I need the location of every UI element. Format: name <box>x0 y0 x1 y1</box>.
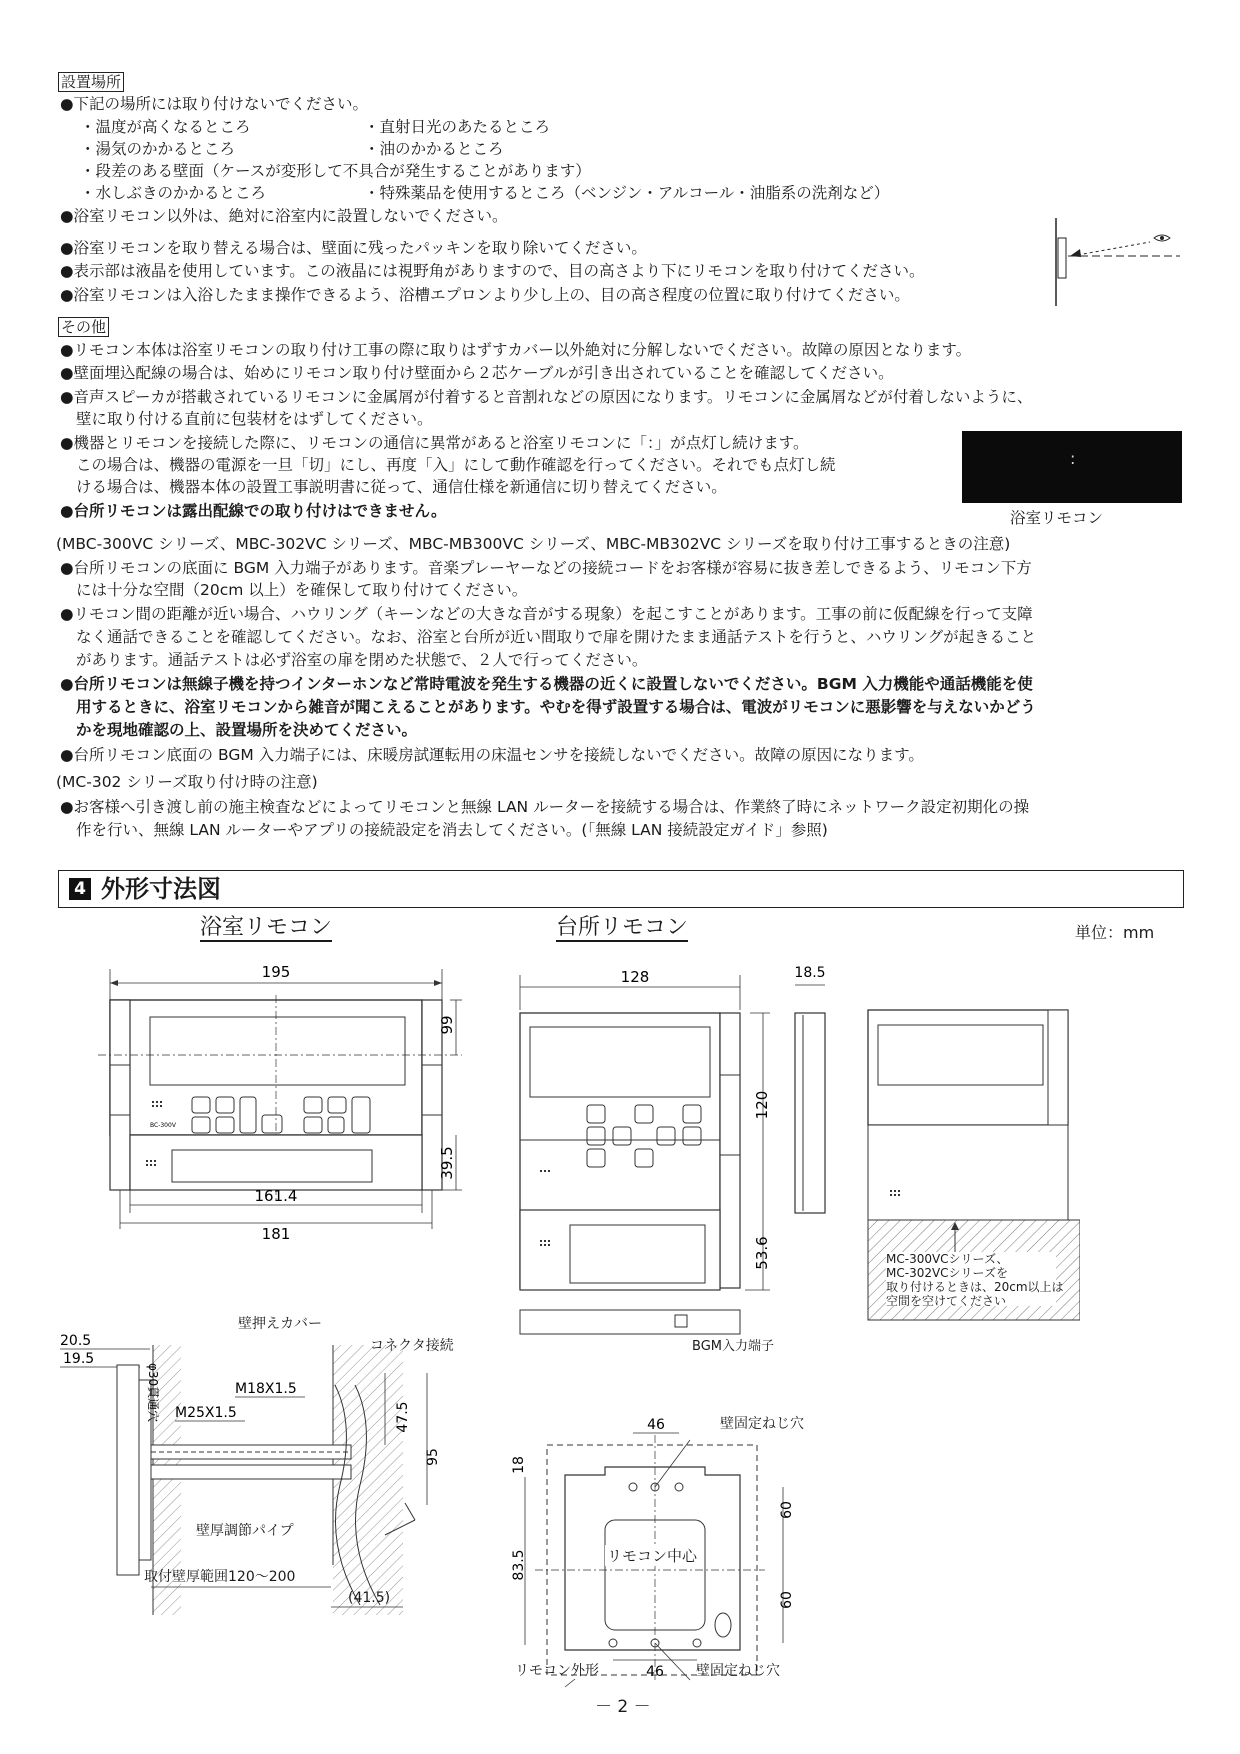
mc302-bullet-cont: 作を行い、無線 LAN ルーターやアプリの接続設定を消去してください。(「無線 LAN 接続設定ガイド」参照) <box>76 821 828 839</box>
mbc-bullet: ●台所リモコンは無線子機を持つインターホンなど常時電波を発生する機器の近くに設置しないでください。BGM 入力機能や通話機能を使 <box>60 675 1033 693</box>
connector-label: コネクタ接続 <box>370 1338 454 1354</box>
install-bullet: ●下記の場所には取り付けないでください。 <box>60 95 369 113</box>
dim-text: 83.5 <box>511 1549 527 1581</box>
install-item: ・特殊薬品を使用するところ（ベンジン・アルコール・油脂系の洗剤など） <box>364 184 890 202</box>
mbc-bullet: ●台所リモコン底面の BGM 入力端子には、床暖房試運転用の床温センサを接続しないでください。故障の原因になります。 <box>60 746 924 764</box>
dim-text: 19.5 <box>63 1351 95 1367</box>
center-label: リモコン中心 <box>607 1547 698 1565</box>
bath-remote-title: 浴室リモコン <box>200 915 333 940</box>
mc302-bullet: ●お客様へ引き渡し前の施主検査などによってリモコンと無線 LAN ルーターを接続する場合は、作業終了時にネットワーク設定初期化の操 <box>60 798 1030 816</box>
dim-text: φ30貫通穴 <box>146 1363 160 1423</box>
pipe-label: 壁厚調節パイプ <box>196 1523 294 1539</box>
mbc-bullet-cont: 用するときに、浴室リモコンから雑音が聞こえることがあります。やむを得ず設置する場合は、電波がリモコンに悪影響を与えないかどう <box>76 698 1036 716</box>
install-bullet: ●表示部は液晶を使用しています。この液晶には視野角がありますので、目の高さより下にリモコンを取り付けてください。 <box>60 262 925 280</box>
mbc-bullet: ●台所リモコンの底面に BGM 入力端子があります。音楽プレーヤーなどの接続コードをお客様が容易に抜き差しできるよう、リモコン下方 <box>60 559 1032 577</box>
dim-text: 18 <box>511 1456 527 1474</box>
other-bullet-cont: この場合は、機器の電源を一旦「切」にし、再度「入」にして動作確認を行ってください。それでも点灯し続 <box>76 456 836 474</box>
screw-hole-bottom-label: 壁固定ねじ穴 <box>696 1663 780 1679</box>
range-label: 取付壁厚範囲120～200 <box>144 1569 296 1585</box>
install-item: ・直射日光のあたるところ <box>364 118 551 136</box>
install-item: ・段差のある壁面（ケースが変形して不具合が発生することがあります） <box>80 162 591 180</box>
section-number: 4 <box>69 878 91 900</box>
install-item: ・湯気のかかるところ <box>80 140 236 158</box>
dim-text: 95 <box>425 1448 441 1466</box>
lcd-display-sample <box>962 431 1182 503</box>
page-number: － 2 － <box>595 1697 651 1717</box>
dim-text: 47.5 <box>395 1401 411 1433</box>
mbc-bullet: ●リモコン間の距離が近い場合、ハウリング（キーンなどの大きな音がする現象）を起こすことがあります。工事の前に仮配線を行って支障 <box>60 605 1033 623</box>
unit-label: 単位：mm <box>1075 923 1155 942</box>
other-bullet: ●機器とリモコンを接続した際に、リモコンの通信に異常があると浴室リモコンに「：」が点灯し続けます。 <box>60 434 809 452</box>
dim-text: 60 <box>779 1501 795 1519</box>
other-bullet-cont: 壁に取り付ける直前に包装材をはずしてください。 <box>76 410 433 428</box>
install-item: ・温度が高くなるところ <box>80 118 251 136</box>
install-bullet: ●浴室リモコン以外は、絶対に浴室内に設置しないでください。 <box>60 207 508 225</box>
install-item: ・油のかかるところ <box>364 140 504 158</box>
dim-415: (41.5) <box>348 1590 391 1606</box>
mbc-bullet-cont: があります。通話テストは必ず浴室の扉を閉めた状態で、２人で行ってください。 <box>76 651 648 669</box>
section-4-header <box>58 870 1184 908</box>
other-bullet-cont: ける場合は、機器本体の設置工事説明書に従って、通信仕様を新通信に切り替えてください。 <box>76 478 727 496</box>
other-bullet: ●壁面埋込配線の場合は、始めにリモコン取り付け壁面から２芯ケーブルが引き出されていることを確認してください。 <box>60 364 894 382</box>
dim-text: 46 <box>646 1664 664 1680</box>
install-bullet: ●浴室リモコンを取り替える場合は、壁面に残ったパッキンを取り除いてください。 <box>60 239 647 257</box>
dim-text: 60 <box>779 1591 795 1609</box>
outline-label: リモコン外形 <box>515 1663 599 1679</box>
dim-text: 53.6 <box>753 1236 771 1270</box>
dim-text: 18.5 <box>794 965 826 981</box>
space-note-line: MC-302VCシリーズを <box>886 1266 1008 1280</box>
other-bullet: ●音声スピーカが搭載されているリモコンに金属屑が付着すると音割れなどの原因になります。リモコンに金属屑などが付着しないように、 <box>60 388 1033 406</box>
dim-text: 195 <box>261 963 291 981</box>
kitchen-remote-title: 台所リモコン <box>556 915 689 940</box>
space-note-line: MC-300VCシリーズ、 <box>886 1252 1009 1266</box>
section-title: 外形寸法図 <box>101 875 221 903</box>
install-header: 設置場所 <box>58 72 124 92</box>
dim-text: 120 <box>753 1090 771 1120</box>
dim-text: M18X1.5 <box>235 1381 297 1397</box>
dim-text: 128 <box>620 968 650 986</box>
kitchen-remote-front-drawing <box>505 955 845 1345</box>
bgm-label: BGM入力端子 <box>692 1339 774 1354</box>
dim-text: M25X1.5 <box>175 1405 237 1421</box>
dim-text: 20.5 <box>60 1333 92 1349</box>
dim-text: 39.5 <box>438 1146 456 1180</box>
dim-text: 46 <box>647 1417 665 1433</box>
dim-text: 161.4 <box>254 1187 298 1205</box>
cover-label: 壁押えカバー <box>238 1316 322 1332</box>
eye-level-illustration <box>1050 216 1190 306</box>
space-note-line: 取り付けるときは、20cm以上は <box>886 1280 1064 1294</box>
mbc-bullet-cont: には十分な空間（20cm 以上）を確保して取り付けてください。 <box>76 581 528 599</box>
lcd-symbol: : <box>1070 449 1076 468</box>
space-note <box>886 1252 1064 1308</box>
install-bullet: ●浴室リモコンは入浴したまま操作できるよう、浴槽エプロンより少し上の、目の高さ程度の位置に取り付けてください。 <box>60 286 910 304</box>
other-header: その他 <box>58 317 109 337</box>
mc302-note: (MC-302 シリーズ取り付け時の注意) <box>56 773 318 791</box>
model-small-text: BC-300V <box>150 1122 176 1129</box>
other-bullet: ●リモコン本体は浴室リモコンの取り付け工事の際に取りはずすカバー以外絶対に分解しないでください。故障の原因となります。 <box>60 341 972 359</box>
install-item: ・水しぶきのかかるところ <box>80 184 267 202</box>
bath-remote-front-drawing <box>90 955 470 1285</box>
other-bullet: ●台所リモコンは露出配線での取り付けはできません。 <box>60 502 447 520</box>
dim-text: 181 <box>261 1225 291 1243</box>
mbc-bullet-cont: なく通話できることを確認してください。なお、浴室と台所が近い間取りで扉を開けたまま通話テストを行うと、ハウリングが起きること <box>76 628 1037 646</box>
lcd-caption: 浴室リモコン <box>1010 509 1104 527</box>
mbc-note: (MBC-300VC シリーズ、MBC-302VC シリーズ、MBC-MB300VC シリーズ、MBC-MB302VC シリーズを取り付け工事するときの注意) <box>56 535 1011 553</box>
space-note-line: 空間を空けてください <box>886 1294 1007 1308</box>
screw-hole-top-label: 壁固定ねじ穴 <box>720 1416 804 1432</box>
mbc-bullet-cont: かを現地確認の上、設置場所を決めてください。 <box>76 721 418 739</box>
dim-text: 99 <box>438 1015 456 1035</box>
